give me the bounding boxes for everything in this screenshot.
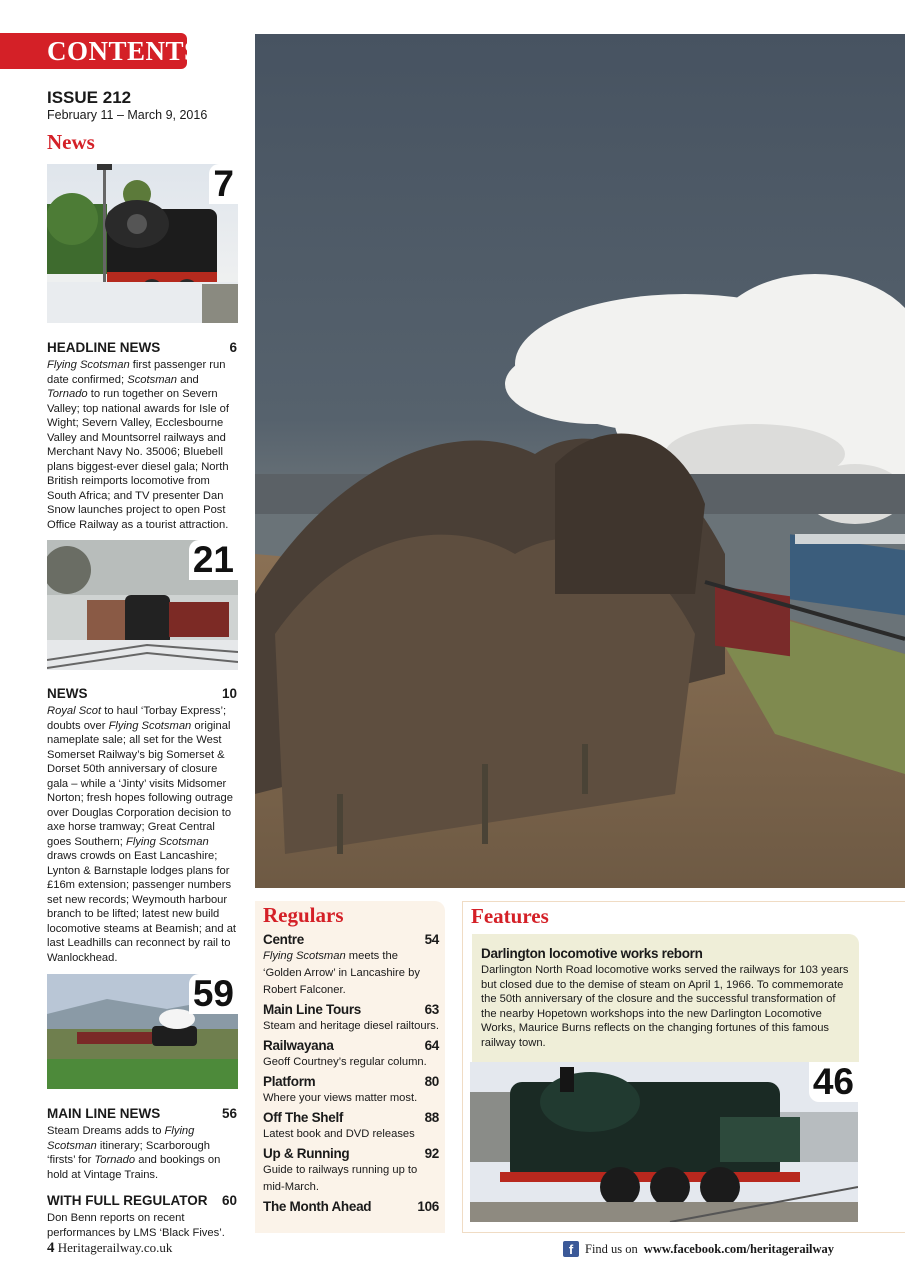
- news-body: Royal Scot to haul ‘Torbay Express’; doubts over Flying Scotsman original nameplate sale; all set for the West Somerset Railway’s big Somerset & Dorset 50th anniversary of closure gala – while a ‘Jinty’ visits Midsomer Norton; fresh hopes following outrage over Douglas Corporation decision to axe horse tramway; Great Central goes Southern; Flying Scotsman draws crowds on East Lancashire; Lynton & Barnstaple lodges plans for £16m extension; passenger numbers set new records; Weymouth harbour branch to be lifted; latest new build locomotive steams at Beamish; and at last Leadhills can reconnect by rail to Wanlockhead.: [47, 705, 237, 964]
- page-number-46: 46: [809, 1062, 858, 1102]
- page-number-7: 7: [209, 164, 238, 204]
- regulars-item-page: 80: [424, 1074, 439, 1089]
- regulars-item-title: Main Line Tours: [263, 1002, 362, 1017]
- regulars-item-desc: Geoff Courtney’s regular column.: [263, 1056, 427, 1068]
- hero-steam-train-graphic: [255, 34, 905, 888]
- regulars-item-title: Railwayana: [263, 1038, 334, 1053]
- full-regulator-page: 60: [221, 1193, 237, 1208]
- regulars-item[interactable]: [263, 1001, 439, 1035]
- footer-social-prefix: Find us on: [585, 1241, 638, 1256]
- main-line-news-page: 56: [221, 1106, 237, 1121]
- footer-site: Heritagerailway.co.uk: [57, 1240, 173, 1255]
- news-photo-locomotive[interactable]: [47, 164, 238, 323]
- regulars-item-page: 92: [424, 1146, 439, 1161]
- regulars-item[interactable]: [263, 1145, 439, 1196]
- regulars-item-title: Platform: [263, 1074, 316, 1089]
- feature-photo-locomotive[interactable]: [470, 1062, 858, 1222]
- contents-banner: [0, 33, 200, 69]
- headline-news-title: HEADLINE NEWS: [47, 340, 161, 355]
- footer-social-url[interactable]: www.facebook.com/heritagerailway: [643, 1241, 835, 1256]
- headline-news-page: 6: [229, 340, 237, 355]
- hero-photo: [255, 34, 905, 888]
- regulars-item[interactable]: [263, 1109, 439, 1143]
- feature-article-card[interactable]: [472, 934, 859, 1062]
- regulars-item-page: 64: [424, 1038, 439, 1053]
- issue-date: February 11 – March 9, 2016: [47, 108, 208, 122]
- regulars-item-page: 54: [424, 932, 439, 947]
- headline-news-entry[interactable]: [47, 339, 237, 532]
- headline-news-body: Flying Scotsman first passenger run date confirmed; Scotsman and Tornado to run together on Severn Valley; top national awards for Isle of Wight; Severn Valley, Ecclesbourne Valley and Mountsorrel railways and Merchant Navy No. 35006; Bluebell plans biggest-ever diesel gala; North British reimports locomotive from South Africa; and TV presenter Dan Snow launches project to open Post Office Railway as a tourist attraction.: [47, 359, 229, 531]
- regulars-heading: Regulars: [263, 903, 344, 927]
- news-title: NEWS: [47, 686, 88, 701]
- footer-social[interactable]: [563, 1241, 834, 1257]
- regulars-item-title: Centre: [263, 932, 304, 947]
- feature-locomotive-graphic: [470, 1062, 858, 1222]
- regulars-item-title: Off The Shelf: [263, 1110, 344, 1125]
- regulars-item[interactable]: [263, 1037, 439, 1071]
- regulars-item-page: 106: [417, 1199, 439, 1214]
- issue-number: ISSUE 212: [47, 88, 132, 107]
- regulars-item[interactable]: [263, 931, 439, 999]
- full-regulator-entry[interactable]: [47, 1192, 237, 1240]
- regulars-item-desc: Steam and heritage diesel railtours.: [263, 1020, 439, 1032]
- contents-title: CONTENTS: [47, 36, 200, 66]
- regulars-list: [263, 931, 439, 1217]
- main-line-photo[interactable]: [47, 974, 238, 1089]
- main-line-news-entry[interactable]: [47, 1105, 237, 1182]
- feature-description: Darlington North Road locomotive works served the railways for 103 years but closed due to the demise of steam on April 1, 1966. To commemorate the 50th anniversary of the closure and the successful transformation of the nearby Hopetown workshops into the new Darlington Locomotive Works, Maurice Burns reflects on the changing fortunes of this famous railway town.: [481, 964, 849, 1049]
- regulars-item-desc: Guide to railways running up to mid-March.: [263, 1164, 418, 1193]
- full-regulator-body: Don Benn reports on recent performances by LMS ‘Black Fives’.: [47, 1212, 225, 1239]
- regulars-item[interactable]: [263, 1198, 439, 1215]
- regulars-item-title: Up & Running: [263, 1146, 350, 1161]
- full-regulator-title: WITH FULL REGULATOR: [47, 1193, 208, 1208]
- page-number-59: 59: [189, 974, 238, 1014]
- regulars-item-desc: Flying Scotsman meets the ‘Golden Arrow’ in Lancashire by Robert Falconer.: [263, 950, 420, 996]
- regulars-item-page: 88: [424, 1110, 439, 1125]
- regulars-item-title: The Month Ahead: [263, 1199, 372, 1214]
- footer-page-site: [47, 1240, 172, 1257]
- regulars-item[interactable]: [263, 1073, 439, 1107]
- features-heading: Features: [471, 904, 549, 928]
- regulars-item-page: 63: [424, 1002, 439, 1017]
- facebook-icon: f: [563, 1241, 579, 1257]
- page-number-21: 21: [189, 540, 238, 580]
- news-entry[interactable]: [47, 685, 237, 965]
- news-page: 10: [221, 686, 237, 701]
- main-line-news-body: Steam Dreams adds to Flying Scotsman itinerary; Scarborough ‘firsts’ for Tornado and bookings on hold at Vintage Trains.: [47, 1125, 221, 1181]
- feature-title: Darlington locomotive works reborn: [481, 946, 703, 961]
- footer-page-number: 4: [47, 1240, 55, 1256]
- regulars-item-desc: Where your views matter most.: [263, 1092, 418, 1104]
- main-line-news-title: MAIN LINE NEWS: [47, 1106, 161, 1121]
- news-heading: News: [47, 130, 95, 154]
- news-photo-station[interactable]: [47, 540, 238, 670]
- regulars-item-desc: Latest book and DVD releases: [263, 1128, 415, 1140]
- regulars-panel: [255, 901, 445, 1233]
